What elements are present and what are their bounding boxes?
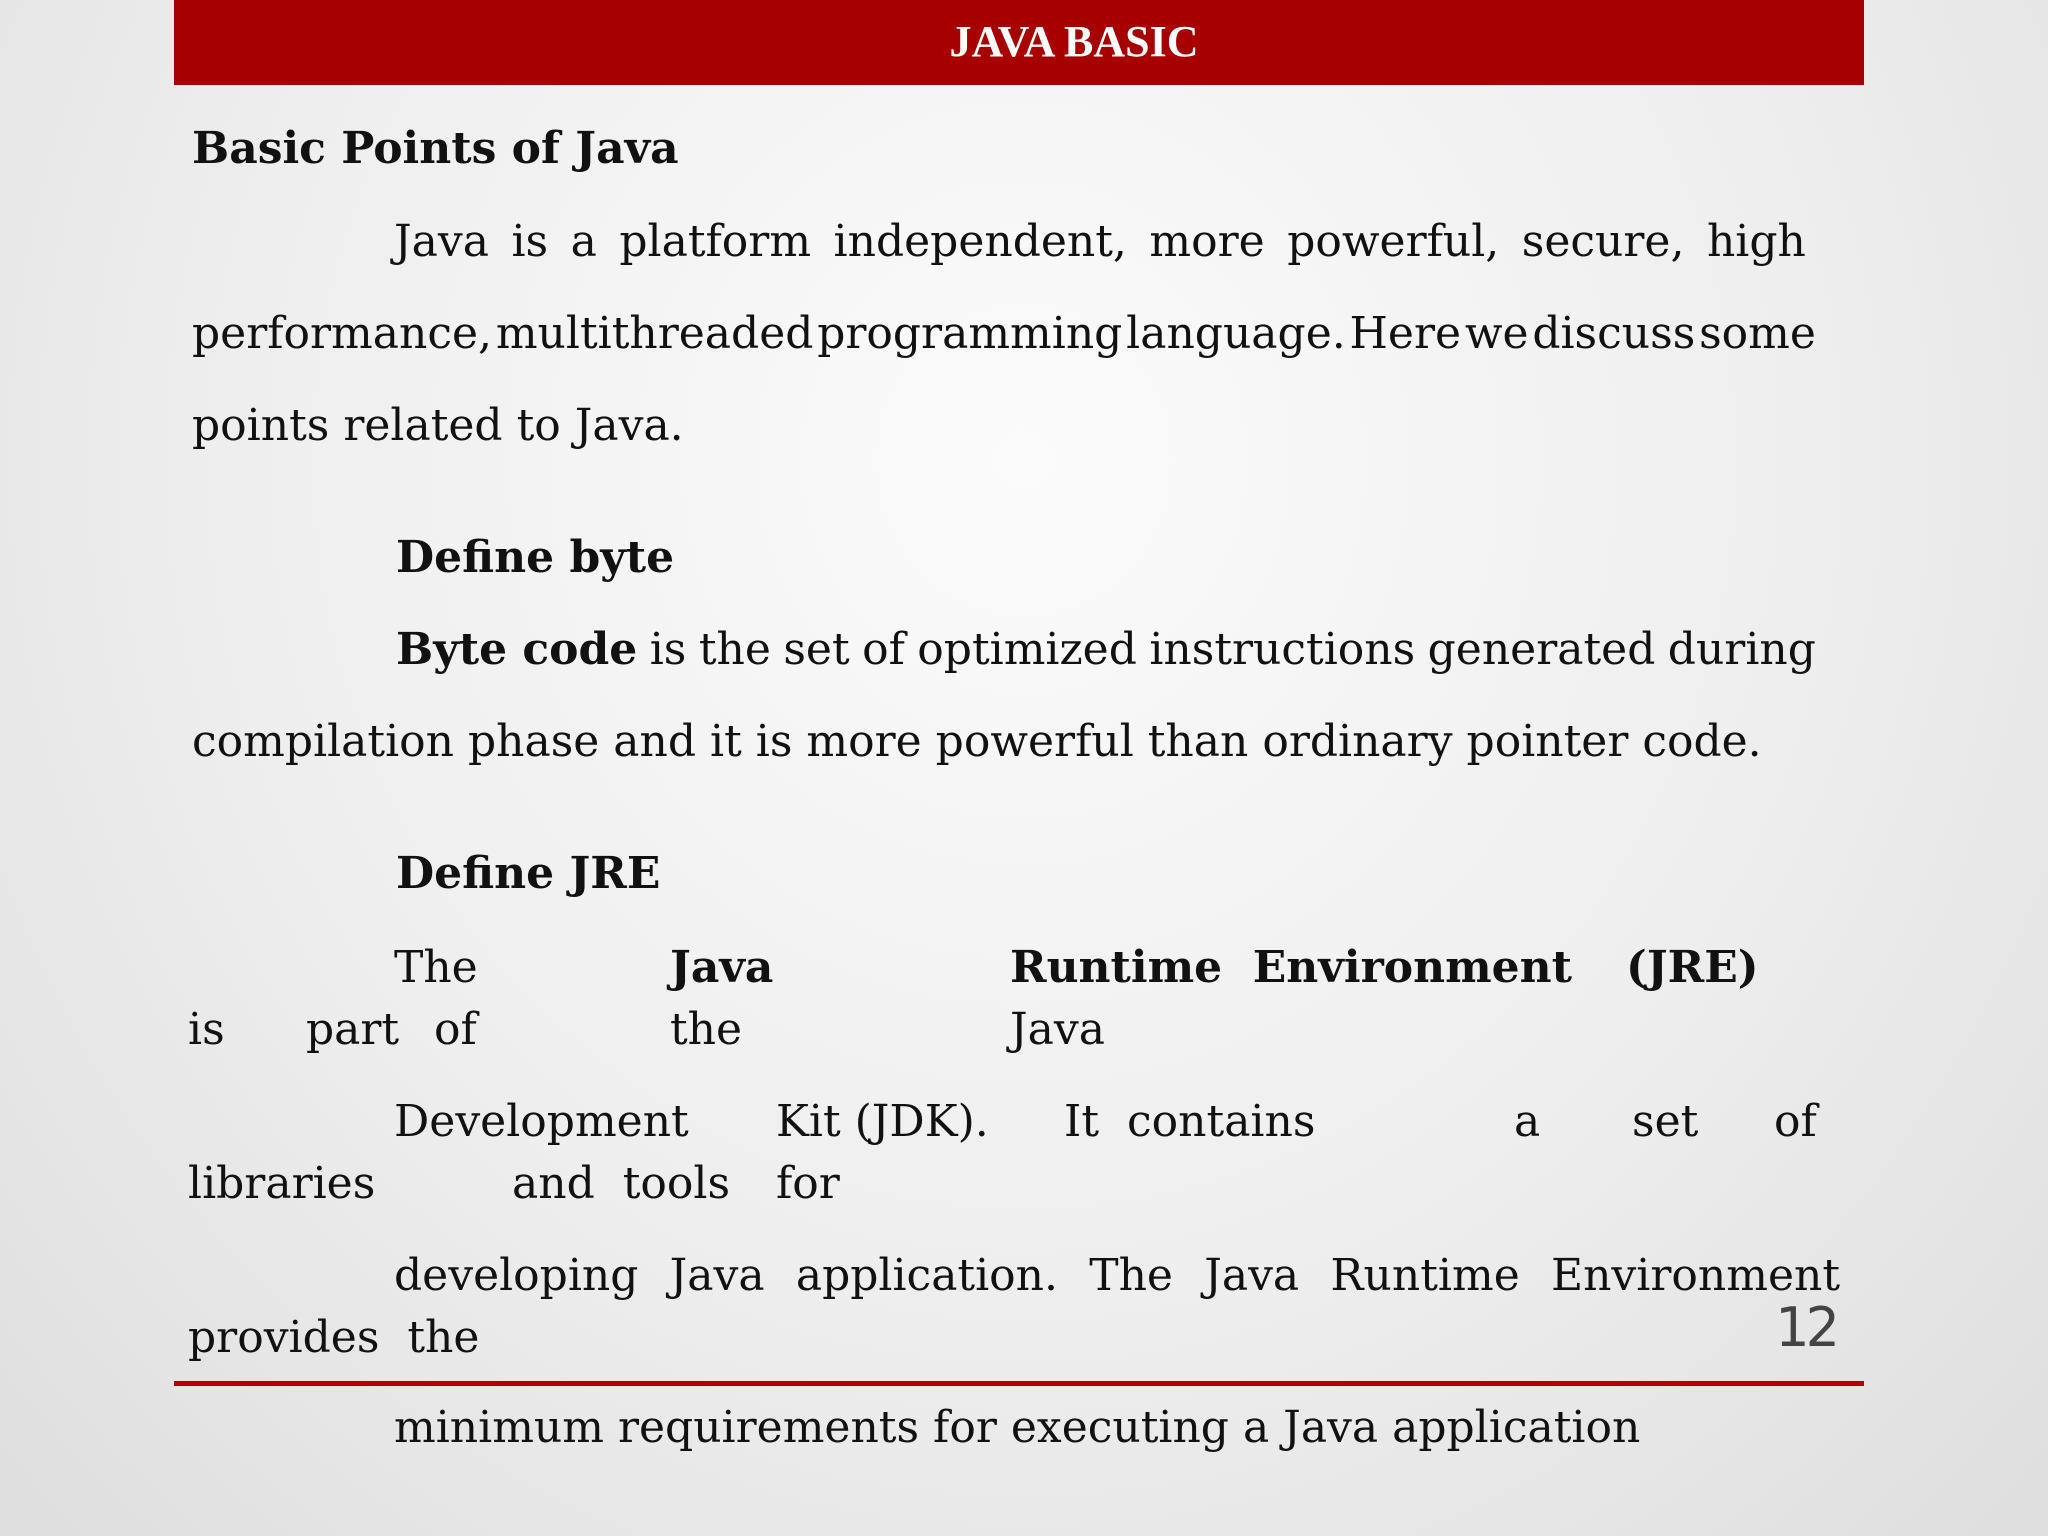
section-heading-define-jre: Define JRE (396, 848, 661, 899)
word: language. (1126, 308, 1346, 359)
word: set (783, 624, 850, 675)
word: The (1089, 1250, 1173, 1301)
title-bar (174, 0, 1864, 85)
word: of (862, 624, 905, 675)
word: platform (619, 216, 812, 267)
paragraph-line: compilation phase and it is more powerful than ordinary pointer code. (192, 716, 1762, 767)
word: set (1632, 1096, 1699, 1147)
bold-term-jre: (JRE) (1626, 942, 1759, 993)
word: optimized (917, 624, 1137, 675)
word: Runtime (1330, 1250, 1520, 1301)
bold-term-byte-code: Byte code (396, 624, 638, 675)
word: application. (795, 1250, 1058, 1301)
paragraph-line: points related to Java. (192, 400, 684, 451)
word: Java (394, 216, 489, 267)
word: of (1774, 1096, 1817, 1147)
paragraph-line: minimum requirements for executing a Java application (394, 1402, 1641, 1453)
word: powerful, (1287, 216, 1500, 267)
word: is (649, 624, 687, 675)
word: Kit (JDK). (776, 1096, 989, 1147)
word: libraries (188, 1158, 376, 1209)
paragraph-line: provides the (188, 1312, 480, 1363)
word: Java (1204, 1250, 1300, 1301)
paragraph-line (394, 216, 1806, 267)
word: independent, (833, 216, 1127, 267)
section-heading-basic-points: Basic Points of Java (192, 123, 679, 174)
word: Here (1349, 308, 1462, 359)
word: discuss (1532, 308, 1696, 359)
paragraph-line (394, 1250, 1840, 1301)
word: secure, (1521, 216, 1685, 267)
word: we (1464, 308, 1529, 359)
word: some (1699, 308, 1816, 359)
slide-title: JAVA BASIC (949, 17, 1199, 66)
page-number: 12 (1775, 1296, 1836, 1359)
word: generated (1427, 624, 1656, 675)
word: and tools (512, 1158, 731, 1209)
word: Environment (1550, 1250, 1840, 1301)
word: is (188, 1004, 225, 1055)
word: performance, (192, 308, 493, 359)
word: more (1149, 216, 1265, 267)
word: part (306, 1004, 400, 1055)
word: programming (817, 308, 1123, 359)
word: during (1667, 624, 1816, 675)
word: the (698, 624, 771, 675)
word: high (1706, 216, 1806, 267)
bold-term-runtime-environment: Runtime Environment (1010, 942, 1572, 993)
word: instructions (1149, 624, 1416, 675)
word: for (776, 1158, 840, 1209)
word: Development (394, 1096, 689, 1147)
word: of (434, 1004, 477, 1055)
word: a (570, 216, 597, 267)
word: The (394, 942, 478, 993)
bold-term-java: Java (670, 942, 774, 993)
paragraph-line (396, 624, 1816, 675)
section-heading-define-byte: Define byte (396, 532, 675, 583)
bottom-divider (174, 1381, 1864, 1386)
paragraph-line (192, 308, 1816, 359)
word: multithreaded (495, 308, 814, 359)
word: is (511, 216, 549, 267)
word: It contains (1064, 1096, 1316, 1147)
word: developing (394, 1250, 639, 1301)
word: Java (1010, 1004, 1105, 1055)
word: Java (669, 1250, 765, 1301)
word: the (670, 1004, 743, 1055)
word: a (1514, 1096, 1541, 1147)
